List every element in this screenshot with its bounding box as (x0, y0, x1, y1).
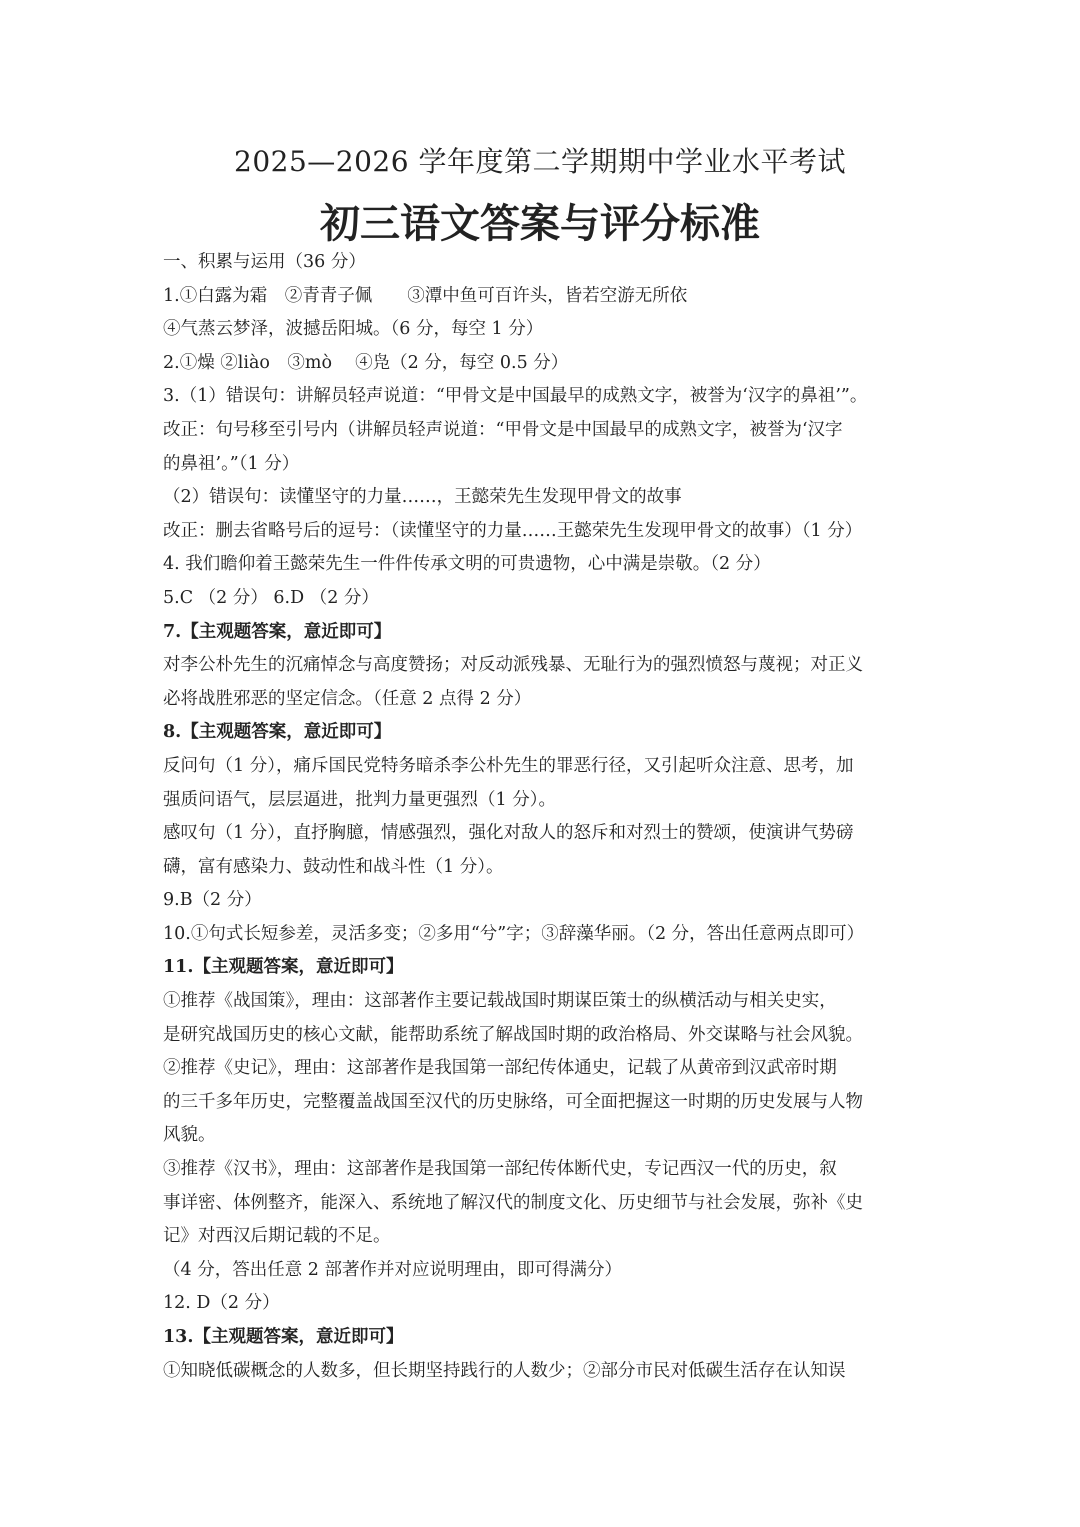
question-heading: 8.【主观题答案，意近即可】 (163, 722, 392, 743)
answer-line: 必将战胜邪恶的坚定信念。（任意 2 点得 2 分） (163, 688, 532, 709)
answer-line: 4. 我们瞻仰着王懿荣先生一件件传承文明的可贵遗物，心中满是崇敬。（2 分） (163, 554, 771, 575)
answer-line: ④气蒸云梦泽，波撼岳阳城。（6 分，每空 1 分） (163, 319, 544, 340)
answer-line: （2）错误句：读懂坚守的力量……，王懿荣先生发现甲骨文的故事 (163, 487, 682, 508)
answer-line: 12. D（2 分） (163, 1293, 280, 1314)
answer-line: ③推荐《汉书》，理由：这部著作是我国第一部纪传体断代史，专记西汉一代的历史，叙 (163, 1159, 837, 1180)
answer-line: 10.①句式长短参差，灵活多变；②多用“兮”字；③辞藻华丽。（2 分，答出任意两点即可） (163, 923, 865, 944)
answer-line: ①知晓低碳概念的人数多，但长期坚持践行的人数少；②部分市民对低碳生活存在认知误 (163, 1360, 846, 1381)
answer-line: 强质问语气，层层逼进，批判力量更强烈（1 分）。 (163, 789, 556, 810)
document-title: 初三语文答案与评分标准 (320, 201, 760, 247)
question-heading: 11.【主观题答案，意近即可】 (163, 957, 404, 978)
answer-line: 事详密、体例整齐，能深入、系统地了解汉代的制度文化、历史细节与社会发展，弥补《史 (163, 1192, 863, 1213)
answer-line: 一、积累与运用（36 分） (163, 252, 366, 272)
answer-line: 的鼻祖’。”（1 分） (163, 453, 300, 474)
answer-line: 5.C （2 分） 6.D （2 分） (163, 587, 379, 608)
answer-line: 风貌。 (163, 1125, 216, 1146)
answer-line: 1.①白露为霜 ②青青子佩 ③潭中鱼可百许头，皆若空游无所依 (163, 285, 688, 306)
answer-line: 感叹句（1 分），直抒胸臆，情感强烈，强化对敌人的怒斥和对烈士的赞颂，使演讲气势磅 (163, 823, 854, 844)
answer-line: 改正：删去省略号后的逗号：（读懂坚守的力量……王懿荣先生发现甲骨文的故事）（1 分） (163, 520, 863, 541)
answer-line: 记》对西汉后期记载的不足。 (163, 1226, 391, 1247)
answer-body (163, 246, 923, 1388)
answer-line: 对李公朴先生的沉痛悼念与高度赞扬；对反动派残暴、无耻行为的强烈愤怒与蔑视；对正义 (163, 655, 863, 676)
answer-line: 9.B（2 分） (163, 890, 262, 911)
answer-line: 反问句（1 分），痛斥国民党特务暗杀李公朴先生的罪恶行径，又引起听众注意、思考，加 (163, 755, 854, 776)
answer-line: ①推荐《战国策》，理由：这部著作主要记载战国时期谋臣策士的纵横活动与相关史实， (163, 991, 837, 1012)
answer-line: 2.①燥 ②liào ③mò ④凫（2 分，每空 0.5 分） (163, 352, 569, 373)
answer-line: 礴，富有感染力、鼓动性和战斗性（1 分）。 (163, 856, 504, 877)
answer-line: 的三千多年历史，完整覆盖战国至汉代的历史脉络，可全面把握这一时期的历史发展与人物 (163, 1091, 863, 1112)
question-heading: 7.【主观题答案，意近即可】 (163, 621, 392, 642)
answer-line: 改正：句号移至引号内（讲解员轻声说道：“甲骨文是中国最早的成熟文字，被誉为‘汉字 (163, 419, 843, 440)
answer-line: （4 分，答出任意 2 部著作并对应说明理由，即可得满分） (163, 1259, 622, 1280)
answer-line: 是研究战国历史的核心文献，能帮助系统了解战国时期的政治格局、外交谋略与社会风貌。 (163, 1024, 863, 1045)
answer-line: ②推荐《史记》，理由：这部著作是我国第一部纪传体通史，记载了从黄帝到汉武帝时期 (163, 1058, 837, 1079)
exam-title: 2025—2026 学年度第二学期期中学业水平考试 (234, 145, 846, 178)
question-heading: 13.【主观题答案，意近即可】 (163, 1327, 404, 1347)
answer-line: 3.（1）错误句：讲解员轻声说道：“甲骨文是中国最早的成熟文字，被誉为‘汉字的鼻祖’”。 (163, 386, 868, 407)
